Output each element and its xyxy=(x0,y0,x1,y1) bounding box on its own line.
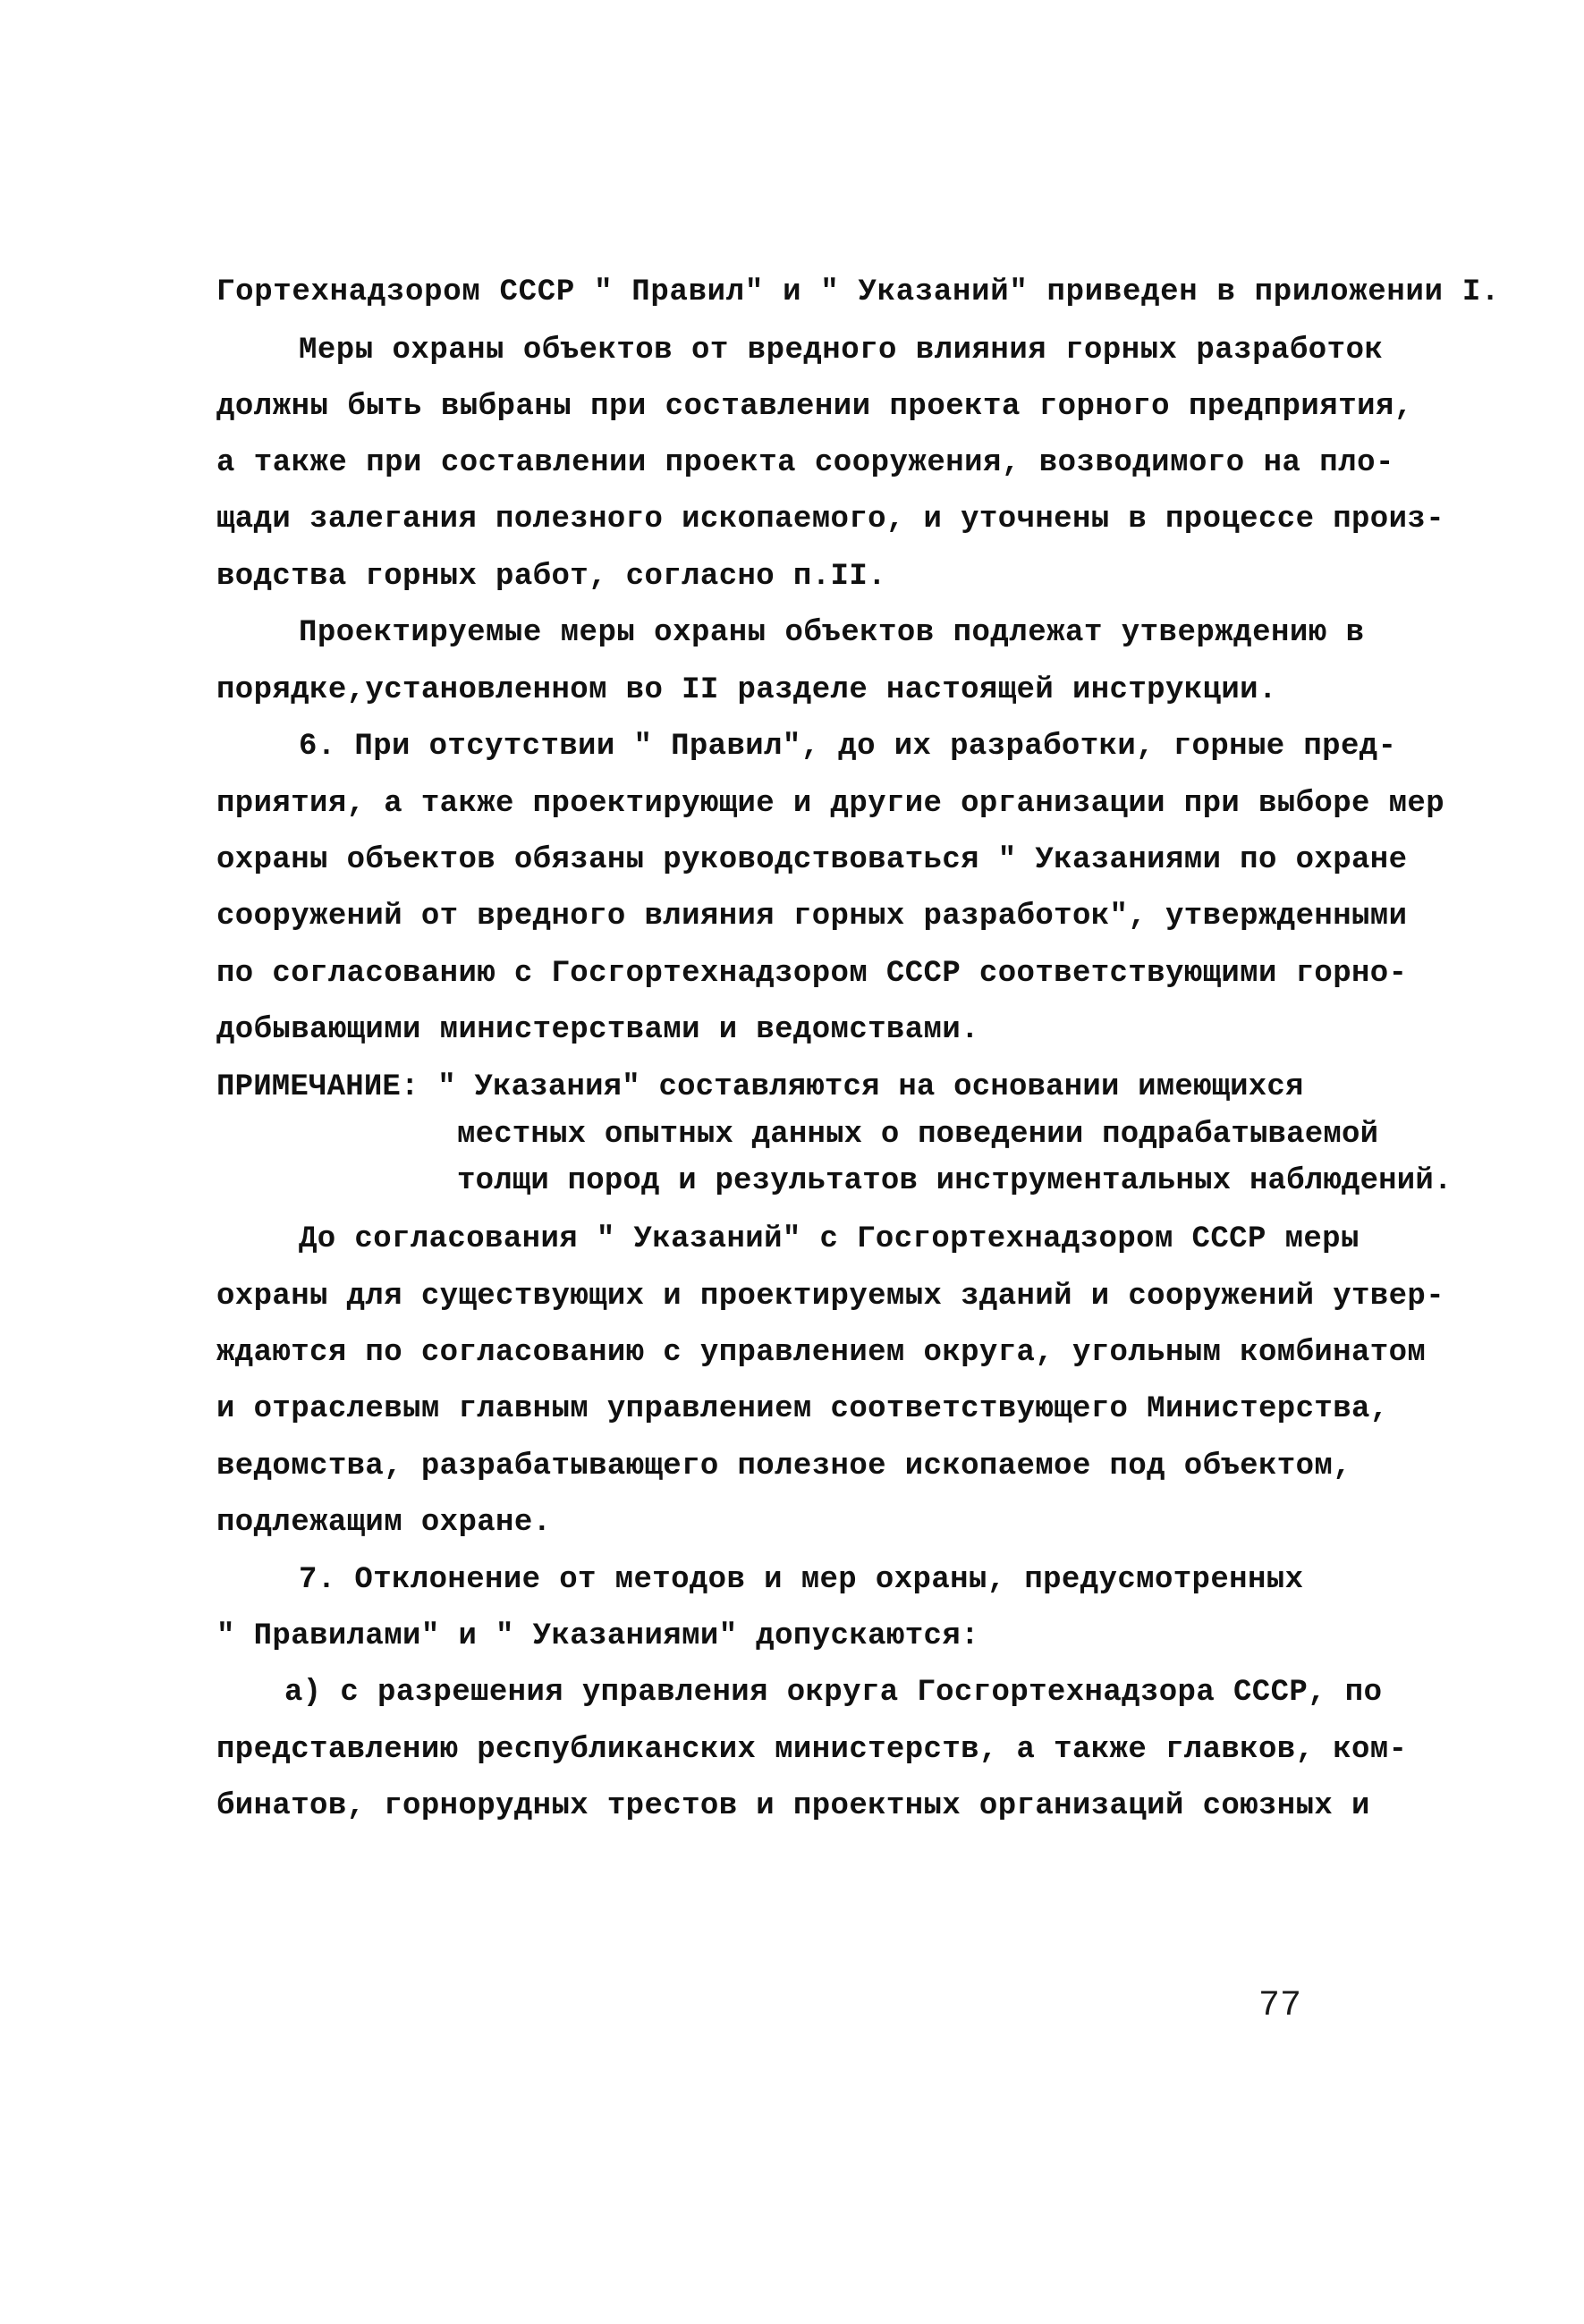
text-line: 7. Отклонение от методов и мер охраны, предусмотренных xyxy=(299,1563,1304,1597)
text-line: а также при составлении проекта сооружения, возводимого на пло- xyxy=(216,446,1394,480)
text-line: бинатов, горнорудных трестов и проектных организаций союзных и xyxy=(216,1789,1370,1823)
page-number: 77 xyxy=(1258,1986,1302,2026)
text-line: ждаются по согласованию с управлением округа, угольным комбинатом xyxy=(216,1336,1427,1370)
note-line: толщи пород и результатов инструментальных наблюдений. xyxy=(457,1164,1453,1198)
text-line: Меры охраны объектов от вредного влияния горных разработок xyxy=(299,334,1384,368)
text-line: должны быть выбраны при составлении проекта горного предприятия, xyxy=(216,390,1413,424)
text-line: водства горных работ, согласно п.II. xyxy=(216,560,886,594)
text-line: приятия, а также проектирующие и другие организации при выборе мер xyxy=(216,787,1445,821)
note-line: ПРИМЕЧАНИЕ: " Указания" составляются на основании имеющихся xyxy=(216,1070,1304,1104)
text-line: Проектируемые меры охраны объектов подлежат утверждению в xyxy=(299,616,1365,650)
text-line: До согласования " Указаний" с Госгортехнадзором СССР меры xyxy=(299,1222,1360,1256)
text-line: представлению республиканских министерств, а также главков, ком- xyxy=(216,1733,1408,1767)
note-line: местных опытных данных о поведении подрабатываемой xyxy=(457,1118,1379,1152)
text-line: 6. При отсутствии " Правил", до их разработки, горные пред- xyxy=(299,730,1397,764)
text-line: щади залегания полезного ископаемого, и уточнены в процессе произ- xyxy=(216,503,1445,537)
text-line: и отраслевым главным управлением соответствующего Министерства, xyxy=(216,1392,1389,1426)
text-line: добывающими министерствами и ведомствами. xyxy=(216,1013,979,1047)
text-line: ведомства, разрабатывающего полезное ископаемое под объектом, xyxy=(216,1449,1352,1483)
text-line: охраны объектов обязаны руководствоваться " Указаниями по охране xyxy=(216,843,1408,877)
text-line: порядке,установленном во II разделе настоящей инструкции. xyxy=(216,673,1277,707)
text-line: охраны для существующих и проектируемых зданий и сооружений утвер- xyxy=(216,1280,1445,1314)
text-line: подлежащим охране. xyxy=(216,1506,552,1540)
text-line: сооружений от вредного влияния горных разработок", утвержденными xyxy=(216,900,1408,934)
text-line: а) с разрешения управления округа Госгортехнадзора СССР, по xyxy=(284,1676,1383,1710)
text-line: Гортехнадзором СССР " Правил" и " Указаний" приведен в приложении I. xyxy=(216,275,1501,309)
text-line: " Правилами" и " Указаниями" допускаются: xyxy=(216,1619,979,1653)
text-line: по согласованию с Госгортехнадзором СССР соответствующими горно- xyxy=(216,957,1408,991)
